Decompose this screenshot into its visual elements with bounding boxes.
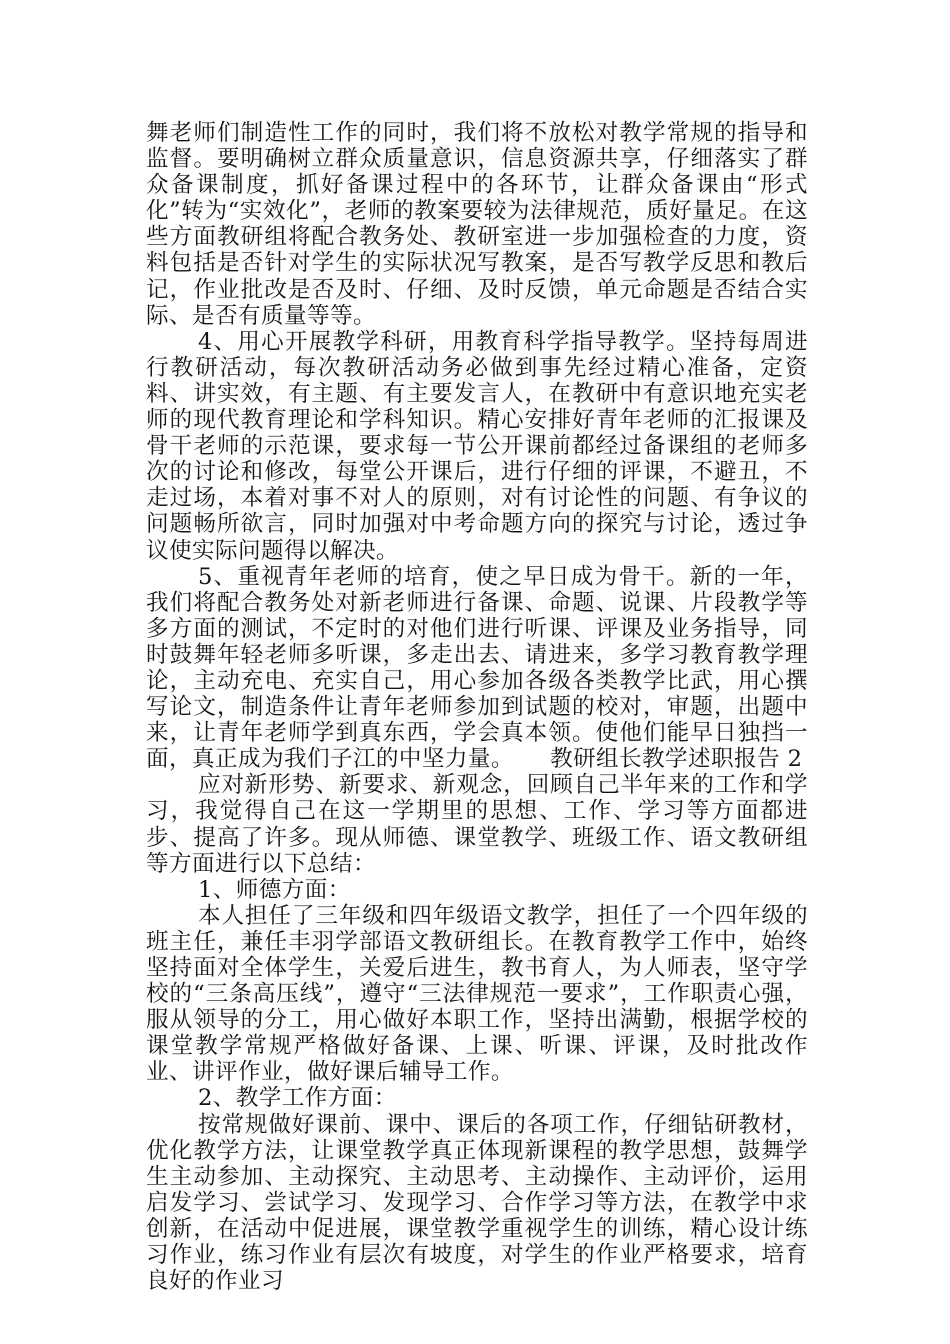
- paragraph-teacher-ethics: 本人担任了三年级和四年级语文教学，担任了一个四年级的班主任，兼任丰羽学部语文教研组长。在教育教学工作中，始终坚持面对全体学生，关爱后进生，教书育人，为人师表，坚守学校的“三条高压线”，遵守“三法律规范一要求”，工作职责心强，服从领导的分工，用心做好本职工作，坚持出满勤，根据学校的课堂教学常规严格做好备课、上课、听课、评课，及时批改作业、讲评作业，做好课后辅导工作。: [146, 902, 808, 1086]
- paragraph-teaching-routine-supervision: 舞老师们制造性工作的同时，我们将不放松对教学常规的指导和监督。要明确树立群众质量意识，信息资源共享，仔细落实了群众备课制度，抓好备课过程中的各环节，让群众备课由“形式化”转为“实效化”，老师的教案要较为法律规范，质好量足。在这些方面教研组将配合教务处、教研室进一步加强检查的力度，资料包括是否针对学生的实际状况写教案，是否写教学反思和教后记，作业批改是否及时、仔细、及时反馈，单元命题是否结合实际、是否有质量等等。: [146, 120, 808, 329]
- report-2-title: 教研组长教学述职报告 2: [550, 746, 803, 773]
- section-heading-teaching-work: 2、教学工作方面：: [197, 1085, 397, 1112]
- paragraph-semester-review-intro: 应对新形势、新要求、新观念，回顾自己半年来的工作和学习，我觉得自己在这一学期里的思想、工作、学习等方面都进步、提高了许多。现从师德、课堂教学、班级工作、语文教研组等方面进行以下总结：: [146, 772, 808, 877]
- paragraph-teaching-work: 按常规做好课前、课中、课后的各项工作，仔细钻研教材，优化教学方法，让课堂教学真正体现新课程的教学思想，鼓舞学生主动参加、主动探究、主动思考、主动操作、主动评价，运用启发学习、尝试学习、发现学习、合作学习等方法，在教学中求创新，在活动中促进展，课堂教学重视学生的训练，精心设计练习作业，练习作业有层次有坡度，对学生的作业严格要求，培育良好的作业习: [146, 1111, 808, 1295]
- paragraph-item-4-teaching-research: 4、用心开展教学科研，用教育科学指导教学。坚持每周进行教研活动，每次教研活动务必做到事先经过精心准备，定资料、讲实效，有主题、有主要发言人，在教研中有意识地充实老师的现代教育理论和学科知识。精心安排好青年老师的汇报课及骨干老师的示范课，要求每一节公开课前都经过备课组的老师多次的讨论和修改，每堂公开课后，进行仔细的评课，不避丑，不走过场，本着对事不对人的原则，对有讨论性的问题、有争议的问题畅所欲言，同时加强对中考命题方向的探究与讨论，透过争议使实际问题得以解决。: [146, 328, 808, 564]
- paragraph-item-5-text: 5、重视青年老师的培育，使之早日成为骨干。新的一年，我们将配合教务处对新老师进行备课、命题、说课、片段教学等多方面的测试，不定时的对他们进行听课、评课及业务指导，同时鼓舞年轻老师多听课，多走出去、请进来，多学习教育教学理论，主动充电、充实自己，用心参加各级各类教学比武，用心撰写论文，制造条件让青年老师参加到试题的校对，审题，出题中来，让青年老师学到真东西，学会真本领。使他们能早日独挡一面，真正成为我们子江的中坚力量。: [146, 563, 808, 773]
- paragraph-item-5-young-teachers: [146, 564, 808, 773]
- section-heading-teacher-ethics: 1、师德方面：: [197, 876, 351, 903]
- document-body: [146, 120, 808, 1294]
